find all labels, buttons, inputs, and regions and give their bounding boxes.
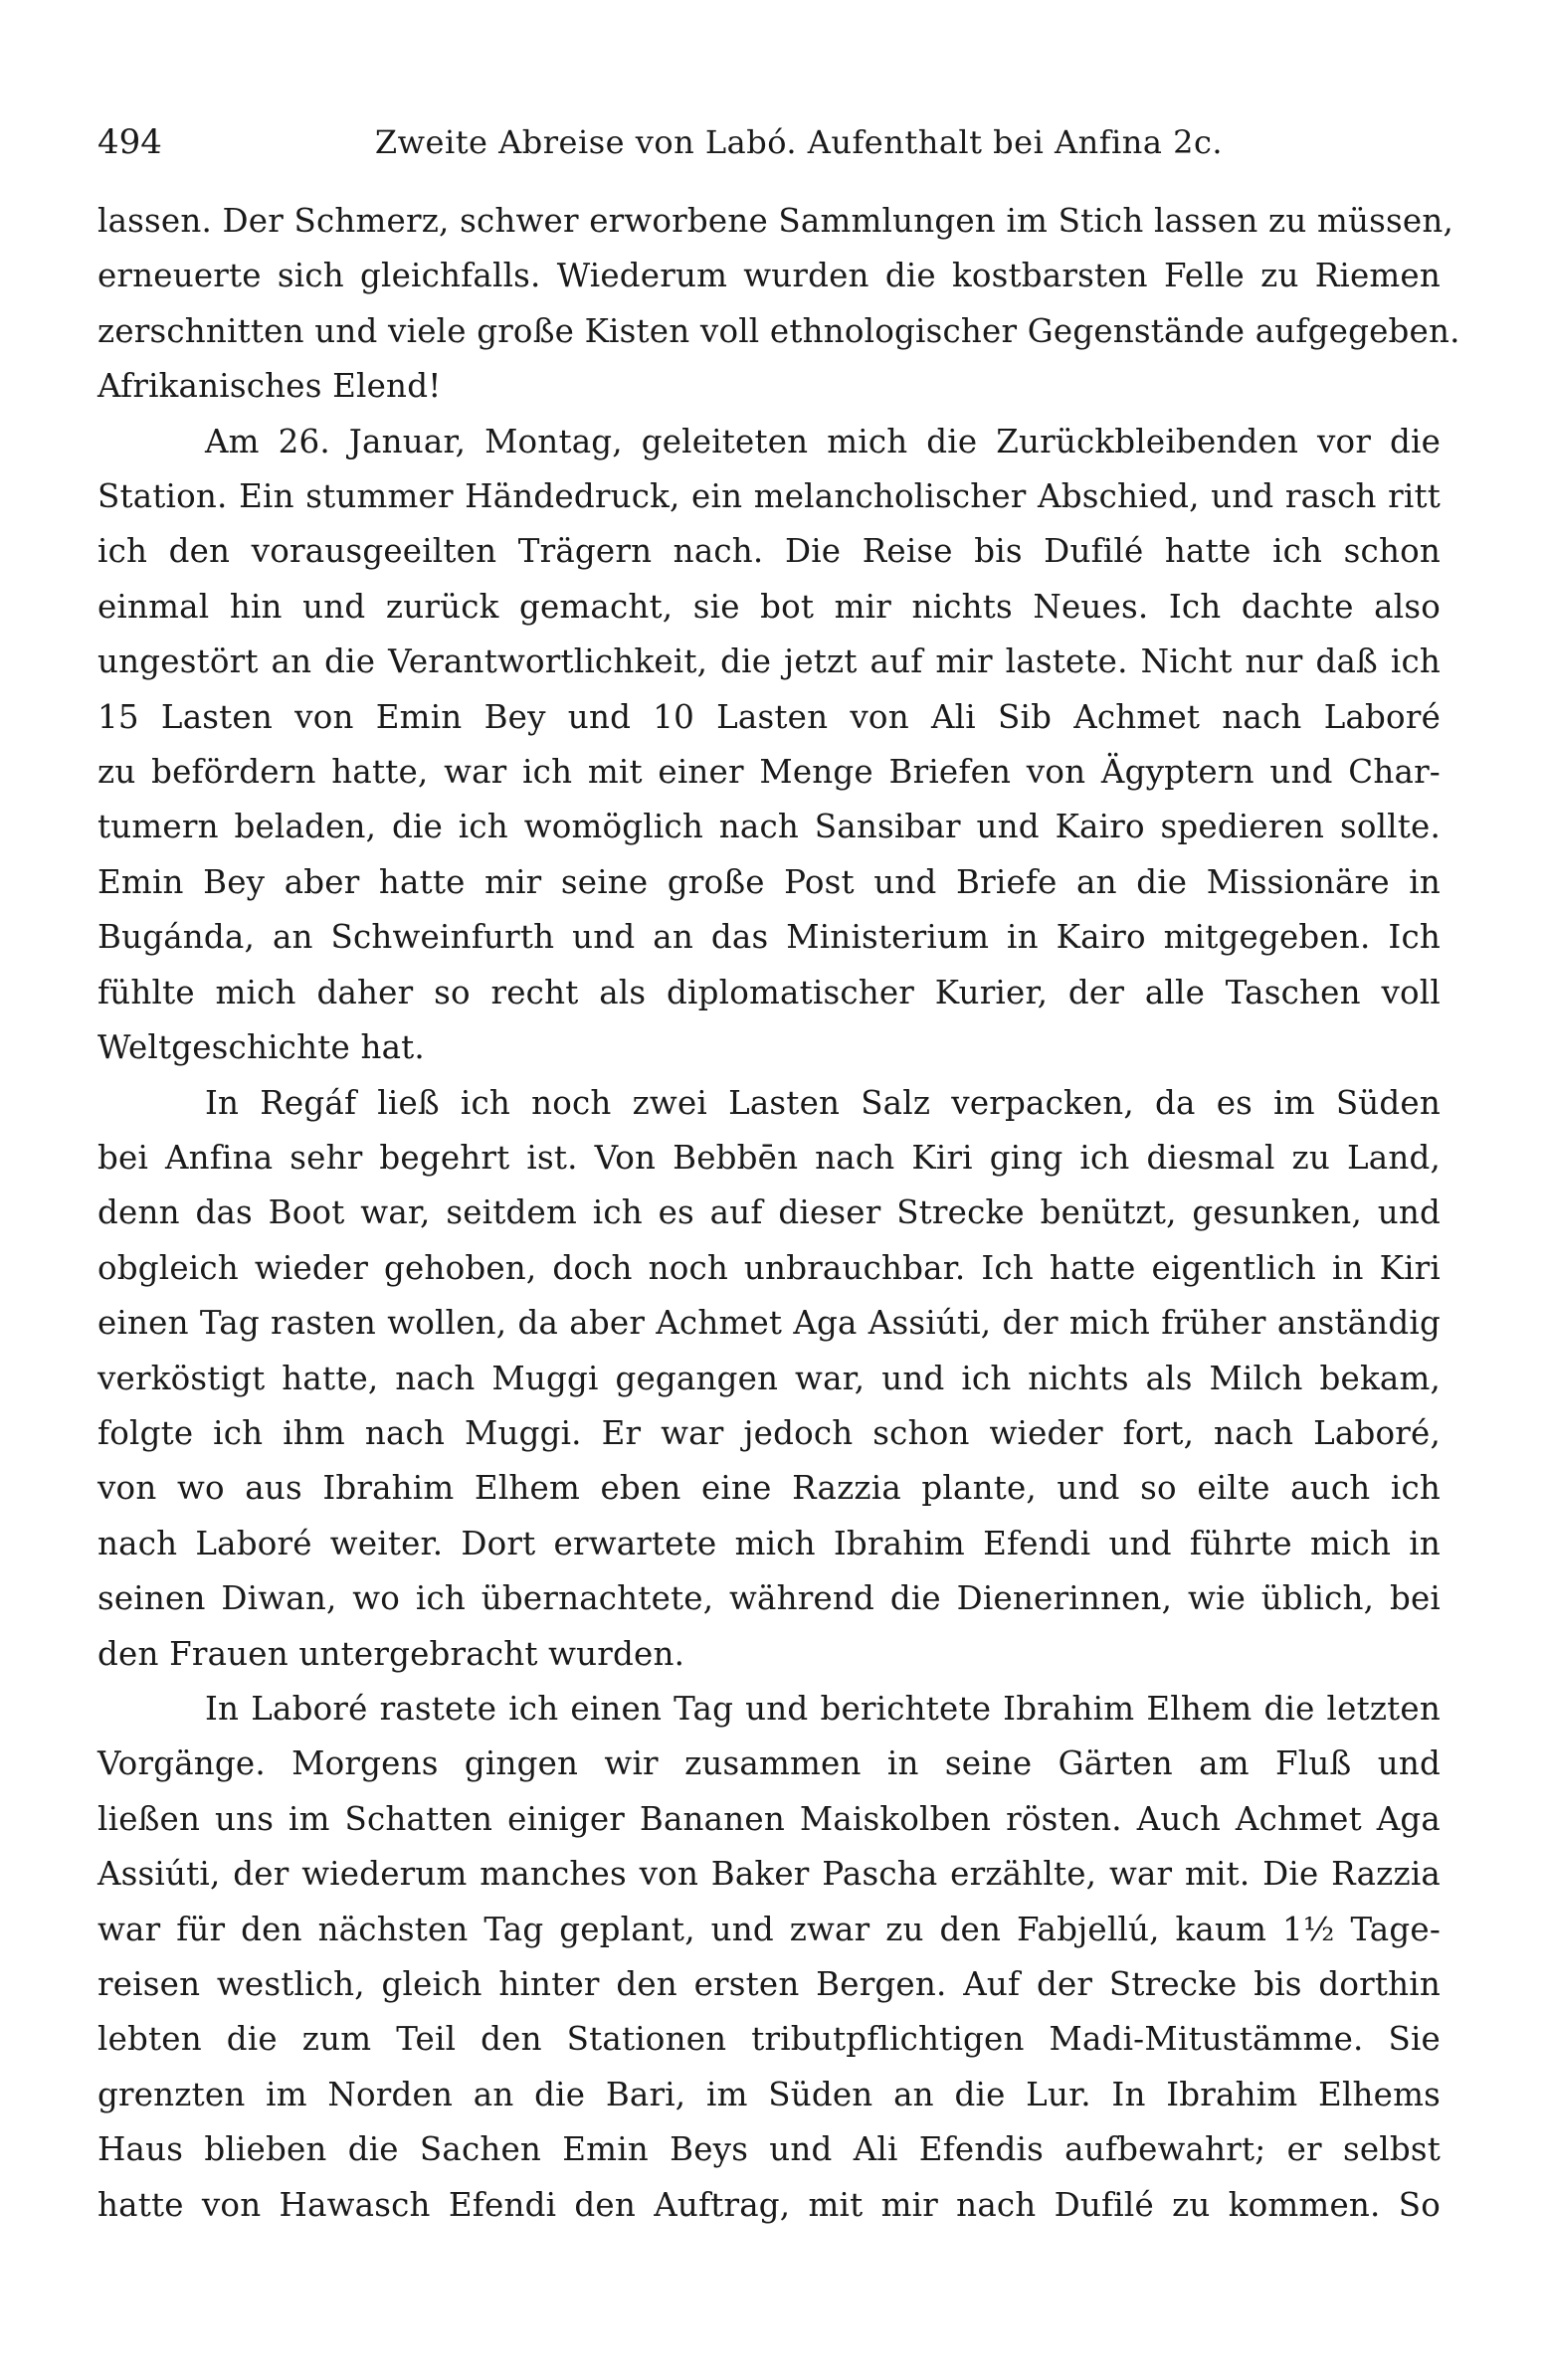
text-line: Weltgeschichte hat. [97,1028,425,1067]
text-line: fühlte mich daher so recht als diplomatischer Kurier, der alle Taschen voll [97,973,1441,1011]
paragraph-2 [97,415,1441,1076]
text-line: seinen Diwan, wo ich übernachtete, während die Dienerinnen, wie üblich, bei [97,1579,1441,1618]
text-line: einmal hin und zurück gemacht, sie bot mir nichts Neues. Ich dachte also [97,587,1441,626]
text-line: erneuerte sich gleichfalls. Wiederum wurden die kostbarsten Felle zu Riemen [97,257,1441,295]
text-line: ungestört an die Verantwortlichkeit, die jetzt auf mir lastete. Nicht nur daß ich [97,642,1441,681]
text-line: Emin Bey aber hatte mir seine große Post und Briefe an die Missionäre in [97,862,1441,901]
text-line: denn das Boot war, seitdem ich es auf dieser Strecke benützt, gesunken, und [97,1193,1441,1232]
text-line: lebten die zum Teil den Stationen tributpflichtigen Madi-Mitustämme. Sie [97,2020,1441,2059]
running-head: Zweite Abreise von Labó. Aufenthalt bei Anfina 2c. [374,123,1224,161]
text-line: Vorgänge. Morgens gingen wir zusammen in seine Gärten am Fluß und [97,1744,1441,1783]
paragraph-1 [97,194,1460,415]
text-line: grenzten im Norden an die Bari, im Süden an die Lur. In Ibrahim Elhems [97,2075,1441,2113]
text-line: In Laboré rastete ich einen Tag und berichtete Ibrahim Elhem die letzten [205,1689,1441,1728]
text-line: war für den nächsten Tag geplant, und zwar zu den Fabjellú, kaum 1½ Tage- [97,1910,1441,1948]
text-line: nach Laboré weiter. Dort erwartete mich Ibrahim Efendi und führte mich in [97,1524,1441,1562]
body-text [97,194,1460,2233]
text-line: Station. Ein stummer Händedruck, ein melancholischer Abschied, und rasch ritt [97,477,1441,516]
text-line: lassen. Der Schmerz, schwer erworbene Sammlungen im Stich lassen zu müssen, [97,202,1454,240]
text-line: reisen westlich, gleich hinter den ersten Bergen. Auf der Strecke bis dorthin [97,1965,1441,2003]
text-line: obgleich wieder gehoben, doch noch unbrauchbar. Ich hatte eigentlich in Kiri [97,1248,1441,1287]
text-line: Afrikanisches Elend! [97,367,442,406]
text-line: verköstigt hatte, nach Muggi gegangen war, und ich nichts als Milch bekam, [97,1359,1441,1397]
text-line: Bugánda, an Schweinfurth und an das Ministerium in Kairo mitgegeben. Ich [97,918,1441,957]
text-line: den Frauen untergebracht wurden. [97,1634,685,1673]
text-line: zu befördern hatte, war ich mit einer Menge Briefen von Ägyptern und Char- [97,753,1441,792]
text-line: folgte ich ihm nach Muggi. Er war jedoch schon wieder fort, nach Laboré, [97,1413,1441,1452]
text-line: In Regáf ließ ich noch zwei Lasten Salz verpacken, da es im Süden [205,1083,1441,1122]
page-header [97,117,1441,167]
text-line: von wo aus Ibrahim Elhem eben eine Razzia plante, und so eilte auch ich [97,1469,1441,1508]
text-line: 15 Lasten von Emin Bey und 10 Lasten von Ali Sib Achmet nach Laboré [97,697,1441,736]
paragraph-3 [97,1076,1441,1682]
text-line: Am 26. Januar, Montag, geleiteten mich die Zurückbleibenden vor die [205,422,1441,460]
text-line: zerschnitten und viele große Kisten voll ethnologischer Gegenstände aufgegeben. [97,311,1460,350]
text-line: ich den vorausgeeilten Trägern nach. Die Reise bis Dufilé hatte ich schon [97,532,1441,571]
text-line: ließen uns im Schatten einiger Bananen Maiskolben rösten. Auch Achmet Aga [97,1799,1441,1838]
text-line: Haus blieben die Sachen Emin Beys und Ali Efendis aufbewahrt; er selbst [97,2130,1441,2169]
paragraph-4 [97,1682,1441,2233]
text-line: Assiúti, der wiederum manches von Baker Pascha erzählte, war mit. Die Razzia [97,1855,1441,1894]
text-line: hatte von Hawasch Efendi den Auftrag, mit mir nach Dufilé zu kommen. So [97,2185,1441,2224]
page-number: 494 [97,122,162,162]
text-line: einen Tag rasten wollen, da aber Achmet Aga Assiúti, der mich früher anständig [97,1304,1441,1343]
text-line: tumern beladen, die ich womöglich nach Sansibar und Kairo spedieren sollte. [97,808,1441,846]
text-line: bei Anfina sehr begehrt ist. Von Bebbēn nach Kiri ging ich diesmal zu Land, [97,1138,1441,1177]
